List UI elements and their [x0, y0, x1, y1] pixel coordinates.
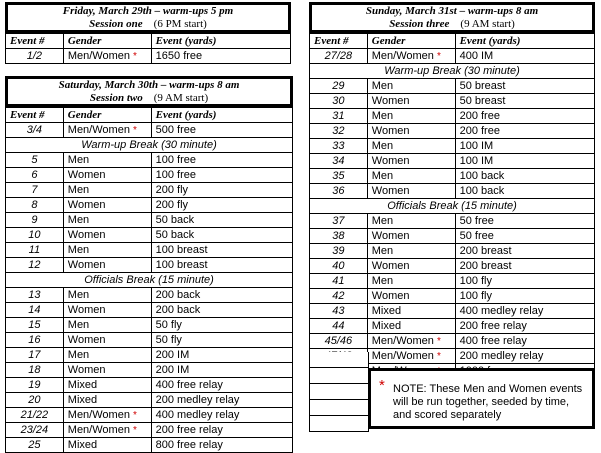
table-row [310, 184, 595, 199]
break-row-label: Warm-up Break (30 minute) [310, 64, 595, 79]
event-name: 400 medley relay [151, 408, 292, 423]
gender-cell [367, 349, 455, 364]
event-name: 100 IM [455, 154, 594, 169]
gender: Men [67, 153, 90, 166]
gender: Women [67, 228, 106, 241]
event-name: 200 back [151, 303, 292, 318]
table-row [310, 139, 595, 154]
event-name: 50 breast [455, 94, 594, 109]
gender: Men/Women [371, 349, 434, 362]
gender: Mixed [67, 438, 98, 451]
table-row [6, 138, 293, 153]
event-number: 14 [6, 303, 64, 318]
table-row [6, 213, 293, 228]
gender-cell [367, 124, 455, 139]
gender-cell [63, 183, 151, 198]
event-number: 19 [6, 378, 64, 393]
event-number: 5 [6, 153, 64, 168]
event-number: 6 [6, 168, 64, 183]
gender: Men [67, 213, 90, 226]
event-name: 100 free [151, 153, 292, 168]
event-number: 17 [6, 348, 64, 363]
event-number: 35 [310, 169, 368, 184]
table-row [310, 49, 595, 64]
gender-cell [367, 139, 455, 154]
event-name: 800 free relay [151, 438, 292, 453]
event-number: 42 [310, 289, 368, 304]
gender: Men/Women [67, 408, 130, 421]
gender-cell [63, 213, 151, 228]
gender: Women [67, 333, 106, 346]
event-name: 200 free relay [455, 319, 594, 334]
table-row [310, 109, 595, 124]
gender-cell [63, 378, 151, 393]
event-number: 44 [310, 319, 368, 334]
gender-cell [63, 198, 151, 213]
gender: Men [67, 348, 90, 361]
event-name: 100 back [455, 169, 594, 184]
header-row [6, 34, 291, 49]
gender-cell [367, 169, 455, 184]
asterisk-icon: * [133, 124, 137, 136]
gender-cell [367, 334, 455, 349]
gender-cell [63, 423, 151, 438]
event-name: 50 back [151, 228, 292, 243]
event-name: 200 breast [455, 259, 594, 274]
event-number: 40 [310, 259, 368, 274]
event-number: 34 [310, 154, 368, 169]
event-number: 25 [6, 438, 64, 453]
gender-cell [367, 274, 455, 289]
gender-cell [367, 319, 455, 334]
event-number: 45/46 [310, 334, 368, 349]
table-row [6, 198, 293, 213]
gender: Women [67, 168, 106, 181]
event-number-header: Event # [310, 34, 368, 49]
gender-cell [63, 243, 151, 258]
gender-cell [63, 258, 151, 273]
event-yards-header: Event (yards) [151, 34, 290, 49]
gender-cell [63, 228, 151, 243]
gender: Women [67, 303, 106, 316]
event-number: 3/4 [6, 123, 64, 138]
break-row-label: Warm-up Break (30 minute) [6, 138, 293, 153]
event-number-header: Event # [6, 34, 64, 49]
gender: Women [371, 154, 410, 167]
table-row [310, 169, 595, 184]
break-row-label: Officials Break (15 minute) [6, 273, 293, 288]
gender: Mixed [67, 378, 98, 391]
asterisk-icon: * [436, 350, 441, 362]
header-row [6, 108, 293, 123]
friday-table [5, 33, 291, 64]
gender: Women [67, 363, 106, 376]
friday-header [5, 2, 291, 33]
event-number: 43 [310, 304, 368, 319]
saturday-session: Session two [89, 92, 143, 104]
gender: Women [371, 184, 410, 197]
table-row [6, 303, 293, 318]
table-row [310, 274, 595, 289]
event-name: 50 back [151, 213, 292, 228]
asterisk-icon: * [133, 409, 137, 421]
table-row [310, 304, 595, 319]
gender-cell [63, 348, 151, 363]
friday-title: Friday, March 29th – warm-ups 5 pm [62, 5, 234, 17]
table-row [310, 154, 595, 169]
gender-cell [63, 363, 151, 378]
event-number: 16 [6, 333, 64, 348]
event-number: 30 [310, 94, 368, 109]
break-row-label: Officials Break (15 minute) [310, 199, 595, 214]
event-number: 37 [310, 214, 368, 229]
sunday-table [309, 33, 595, 379]
gender-header: Gender [63, 108, 151, 123]
gender: Men/Women [371, 334, 434, 347]
event-number: 9 [6, 213, 64, 228]
event-name: 50 fly [151, 318, 292, 333]
gender: Men [67, 288, 90, 301]
event-number: 38 [310, 229, 368, 244]
gender: Men/Women [371, 49, 434, 62]
gender: Men [371, 214, 394, 227]
gender-cell [367, 184, 455, 199]
table-row [310, 334, 595, 349]
event-number: 39 [310, 244, 368, 259]
saturday-title: Saturday, March 30th – warm-ups 8 am [58, 79, 240, 91]
table-row [310, 259, 595, 274]
saturday-start: (9 AM start) [153, 92, 209, 104]
gender-cell [63, 153, 151, 168]
gender-cell [63, 318, 151, 333]
gender-header: Gender [63, 34, 151, 49]
note-box [368, 368, 595, 429]
event-name: 100 breast [151, 243, 292, 258]
table-row [310, 244, 595, 259]
gender: Men [371, 139, 394, 152]
event-name: 200 medley relay [151, 393, 292, 408]
gender-cell [63, 49, 151, 64]
note-text: NOTE: These Men and Women events will be run together, seeded by time, and scored separately [393, 383, 583, 421]
gender-cell [367, 229, 455, 244]
gender: Men [67, 318, 90, 331]
friday-session: Session one [89, 18, 143, 30]
event-yards-header: Event (yards) [151, 108, 292, 123]
event-name: 500 free [151, 123, 292, 138]
table-row [6, 228, 293, 243]
gender-cell [63, 123, 151, 138]
gender: Women [67, 258, 106, 271]
gender: Women [67, 198, 106, 211]
event-name: 200 free [455, 124, 594, 139]
table-row [6, 363, 293, 378]
gender-cell [63, 438, 151, 453]
table-row [6, 243, 293, 258]
gender-cell [367, 154, 455, 169]
note-star: * [379, 377, 385, 394]
sunday-session: Session three [389, 18, 450, 30]
event-number: 36 [310, 184, 368, 199]
asterisk-icon: * [436, 335, 441, 347]
event-number: 32 [310, 124, 368, 139]
gender-cell [367, 259, 455, 274]
gender: Mixed [371, 319, 402, 332]
event-name: 50 free [455, 214, 594, 229]
event-name: 200 IM [151, 363, 292, 378]
gender: Men [371, 109, 394, 122]
table-row [6, 423, 293, 438]
gender-cell [367, 244, 455, 259]
event-name: 100 free [151, 168, 292, 183]
event-name: 100 fly [455, 289, 594, 304]
table-row [6, 288, 293, 303]
gender-cell [367, 289, 455, 304]
event-number: 33 [310, 139, 368, 154]
event-number: 7 [6, 183, 64, 198]
table-row [310, 94, 595, 109]
event-name: 400 IM [455, 49, 594, 64]
gender: Women [371, 289, 410, 302]
gender-header: Gender [367, 34, 455, 49]
sunday-title: Sunday, March 31st – warm-ups 8 am [365, 5, 539, 17]
event-name: 200 medley relay [455, 349, 594, 364]
event-name: 400 free relay [455, 334, 594, 349]
event-name: 50 free [455, 229, 594, 244]
event-name: 200 free relay [151, 423, 292, 438]
table-row [310, 289, 595, 304]
event-number: 10 [6, 228, 64, 243]
event-number-header: Event # [6, 108, 64, 123]
event-name: 50 fly [151, 333, 292, 348]
event-number: 11 [6, 243, 64, 258]
table-row [310, 319, 595, 334]
event-number: 18 [6, 363, 64, 378]
table-row [310, 229, 595, 244]
table-row [6, 123, 293, 138]
event-name: 100 IM [455, 139, 594, 154]
event-number: 15 [6, 318, 64, 333]
table-row [6, 333, 293, 348]
friday-start: (6 PM start) [153, 18, 207, 30]
sunday-empty-rows [309, 352, 369, 432]
table-row [6, 168, 293, 183]
event-name: 200 IM [151, 348, 292, 363]
gender-cell [367, 304, 455, 319]
gender: Women [371, 94, 410, 107]
asterisk-icon: * [133, 50, 137, 62]
gender: Men [371, 79, 394, 92]
table-row [310, 214, 595, 229]
gender: Men/Women [67, 49, 130, 62]
event-name: 200 free [455, 109, 594, 124]
event-number: 29 [310, 79, 368, 94]
gender-cell [367, 214, 455, 229]
event-number: 1/2 [6, 49, 64, 64]
table-row [310, 124, 595, 139]
event-number: 20 [6, 393, 64, 408]
gender: Mixed [371, 304, 402, 317]
gender: Men [371, 244, 394, 257]
table-row [6, 438, 293, 453]
event-name: 100 breast [151, 258, 292, 273]
table-row [310, 64, 595, 79]
table-row [6, 183, 293, 198]
event-name: 50 breast [455, 79, 594, 94]
gender-cell [63, 288, 151, 303]
event-name: 200 back [151, 288, 292, 303]
event-name: 200 fly [151, 183, 292, 198]
gender: Men [67, 243, 90, 256]
gender-cell [63, 168, 151, 183]
saturday-table [5, 107, 293, 453]
gender: Women [371, 124, 410, 137]
event-number: 27/28 [310, 49, 368, 64]
event-name: 400 medley relay [455, 304, 594, 319]
gender-cell [367, 94, 455, 109]
table-row [6, 393, 293, 408]
table-row [6, 348, 293, 363]
event-number: 21/22 [6, 408, 64, 423]
table-row [6, 318, 293, 333]
table-row [6, 49, 291, 64]
gender: Men/Women [67, 123, 130, 136]
table-row [6, 378, 293, 393]
event-number: 23/24 [6, 423, 64, 438]
saturday-header [5, 76, 293, 107]
event-name: 1650 free [151, 49, 290, 64]
event-name: 400 free relay [151, 378, 292, 393]
event-number: 31 [310, 109, 368, 124]
table-row [310, 79, 595, 94]
gender-cell [63, 408, 151, 423]
event-name: 200 fly [151, 198, 292, 213]
gender: Men [371, 169, 394, 182]
gender-cell [63, 303, 151, 318]
sunday-header [309, 2, 595, 33]
table-row [310, 199, 595, 214]
gender-cell [367, 49, 455, 64]
gender: Men/Women [67, 423, 130, 436]
gender-cell [63, 393, 151, 408]
gender: Men [371, 274, 394, 287]
gender: Men [67, 183, 90, 196]
table-row [6, 408, 293, 423]
header-row [310, 34, 595, 49]
asterisk-icon: * [436, 50, 441, 62]
table-row [6, 273, 293, 288]
gender: Women [371, 259, 410, 272]
event-number: 13 [6, 288, 64, 303]
gender-cell [367, 79, 455, 94]
gender-cell [367, 109, 455, 124]
event-yards-header: Event (yards) [455, 34, 594, 49]
gender: Mixed [67, 393, 98, 406]
event-number: 8 [6, 198, 64, 213]
sunday-start: (9 AM start) [460, 18, 515, 30]
event-number: 12 [6, 258, 64, 273]
gender-cell [63, 333, 151, 348]
asterisk-icon: * [133, 424, 137, 436]
table-row [6, 258, 293, 273]
table-row [6, 153, 293, 168]
event-name: 100 fly [455, 274, 594, 289]
event-name: 200 breast [455, 244, 594, 259]
event-name: 100 back [455, 184, 594, 199]
gender: Women [371, 229, 410, 242]
event-number: 41 [310, 274, 368, 289]
